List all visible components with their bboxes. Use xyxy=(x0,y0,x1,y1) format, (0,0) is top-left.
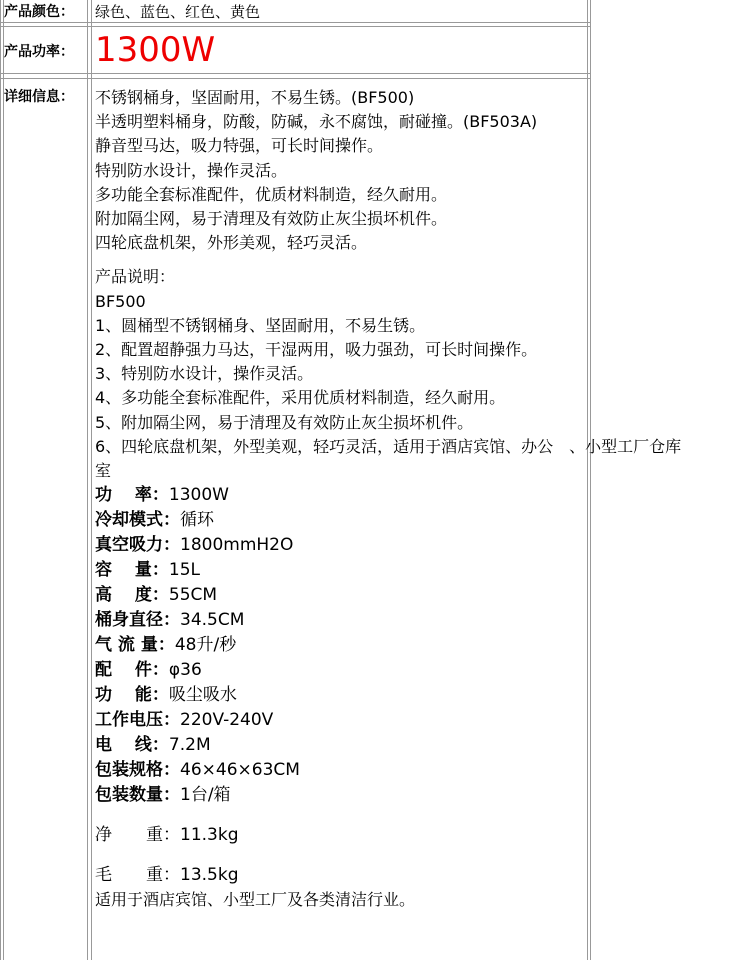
spec-value: 48升/秒 xyxy=(174,635,237,656)
spec-row xyxy=(95,558,750,583)
description-item: 1、圆桶型不锈钢桶身、坚固耐用，不易生锈。 xyxy=(95,315,426,335)
spec-key: 桶身直径： xyxy=(95,610,180,631)
spec-value: 吸尘吸水 xyxy=(168,685,237,706)
spec-value: 55CM xyxy=(168,585,218,606)
spec-key: 冷却模式： xyxy=(95,510,180,531)
feature-item: 附加隔尘网，易于清理及有效防止灰尘损坏机件。 xyxy=(95,209,448,229)
feature-item: 多功能全套标准配件，优质材料制造，经久耐用。 xyxy=(95,184,448,204)
label-column-divider xyxy=(87,0,88,960)
table-border-left xyxy=(0,0,1,960)
row-divider-2 xyxy=(0,73,591,74)
feature-item: 四轮底盘机架，外形美观，轻巧灵活。 xyxy=(95,233,368,253)
row-divider-1 xyxy=(0,22,591,23)
net-weight: 净 重：11.3kg xyxy=(95,825,239,846)
description-item-continued: 室 xyxy=(95,461,112,481)
spec-value: φ36 xyxy=(168,660,202,681)
description-item: 3、特别防水设计，操作灵活。 xyxy=(95,364,314,384)
spec-key: 配 件： xyxy=(95,660,169,681)
feature-item: 不锈钢桶身，坚固耐用，不易生锈。(BF500) xyxy=(95,88,415,107)
spec-key: 功 能： xyxy=(95,685,169,706)
spec-row xyxy=(95,708,750,733)
feature-list xyxy=(95,86,750,255)
spec-key: 包装数量： xyxy=(95,785,180,806)
row-divider-2b xyxy=(0,78,591,79)
description-item: 6、四轮底盘机架，外型美观，轻巧灵活，适用于酒店宾馆、办公 、小型工厂仓库 xyxy=(95,436,682,456)
spec-row xyxy=(95,758,750,783)
description-heading: 产品说明： xyxy=(95,267,176,287)
spec-value: 46×46×63CM xyxy=(180,760,300,781)
spec-value: 7.2M xyxy=(168,735,211,756)
spec-row xyxy=(95,783,750,808)
spec-value: 循环 xyxy=(180,510,214,531)
detail-content xyxy=(95,86,750,912)
feature-item: 静音型马达，吸力特强，可长时间操作。 xyxy=(95,136,384,156)
gross-weight: 毛 重：13.5kg xyxy=(95,865,239,886)
spec-row xyxy=(95,583,750,608)
description-item: 5、附加隔尘网，易于清理及有效防止灰尘损坏机件。 xyxy=(95,412,474,432)
spec-value: 1800mmH2O xyxy=(180,535,294,556)
feature-item: 半透明塑料桶身，防酸，防碱，永不腐蚀，耐碰撞。(BF503A) xyxy=(95,112,538,132)
usage-note: 适用于酒店宾馆、小型工厂及各类清洁行业。 xyxy=(95,890,416,910)
spec-key: 工作电压： xyxy=(95,710,180,731)
spec-key: 气 流 量： xyxy=(95,635,175,656)
spec-key: 容 量： xyxy=(95,560,169,581)
spec-row xyxy=(95,533,750,558)
table-border-left-inner xyxy=(3,0,4,960)
color-value: 绿色、蓝色、红色、黄色 xyxy=(95,3,261,21)
spec-value: 34.5CM xyxy=(180,610,245,631)
spec-key: 真空吸力： xyxy=(95,535,180,556)
spec-value: 220V-240V xyxy=(180,710,274,731)
description-item: 4、多功能全套标准配件，采用优质材料制造，经久耐用。 xyxy=(95,388,506,408)
description-item: 2、配置超静强力马达，干湿两用，吸力强劲，可长时间操作。 xyxy=(95,340,538,360)
power-label: 产品功率： xyxy=(4,44,74,60)
detail-label: 详细信息： xyxy=(4,89,74,105)
spec-row xyxy=(95,608,750,633)
spec-key: 功 率： xyxy=(95,485,169,506)
spec-key: 电 线： xyxy=(95,735,169,756)
color-label: 产品颜色： xyxy=(4,4,74,20)
row-divider-1b xyxy=(0,26,591,27)
value-column-left xyxy=(91,0,92,960)
product-description xyxy=(95,265,750,483)
spec-value: 1300W xyxy=(168,485,229,506)
spec-value: 15L xyxy=(168,560,201,581)
spec-row xyxy=(95,483,750,508)
spec-value: 1台/箱 xyxy=(180,785,231,806)
spec-row xyxy=(95,633,750,658)
feature-item: 特别防水设计，操作灵活。 xyxy=(95,160,288,180)
spec-key: 包装规格： xyxy=(95,760,180,781)
spec-list xyxy=(95,483,750,808)
spec-row xyxy=(95,508,750,533)
description-model: BF500 xyxy=(95,291,146,311)
spec-row xyxy=(95,658,750,683)
spec-row xyxy=(95,683,750,708)
spec-key: 高 度： xyxy=(95,585,169,606)
spec-row xyxy=(95,733,750,758)
power-value: 1300W xyxy=(95,30,216,70)
